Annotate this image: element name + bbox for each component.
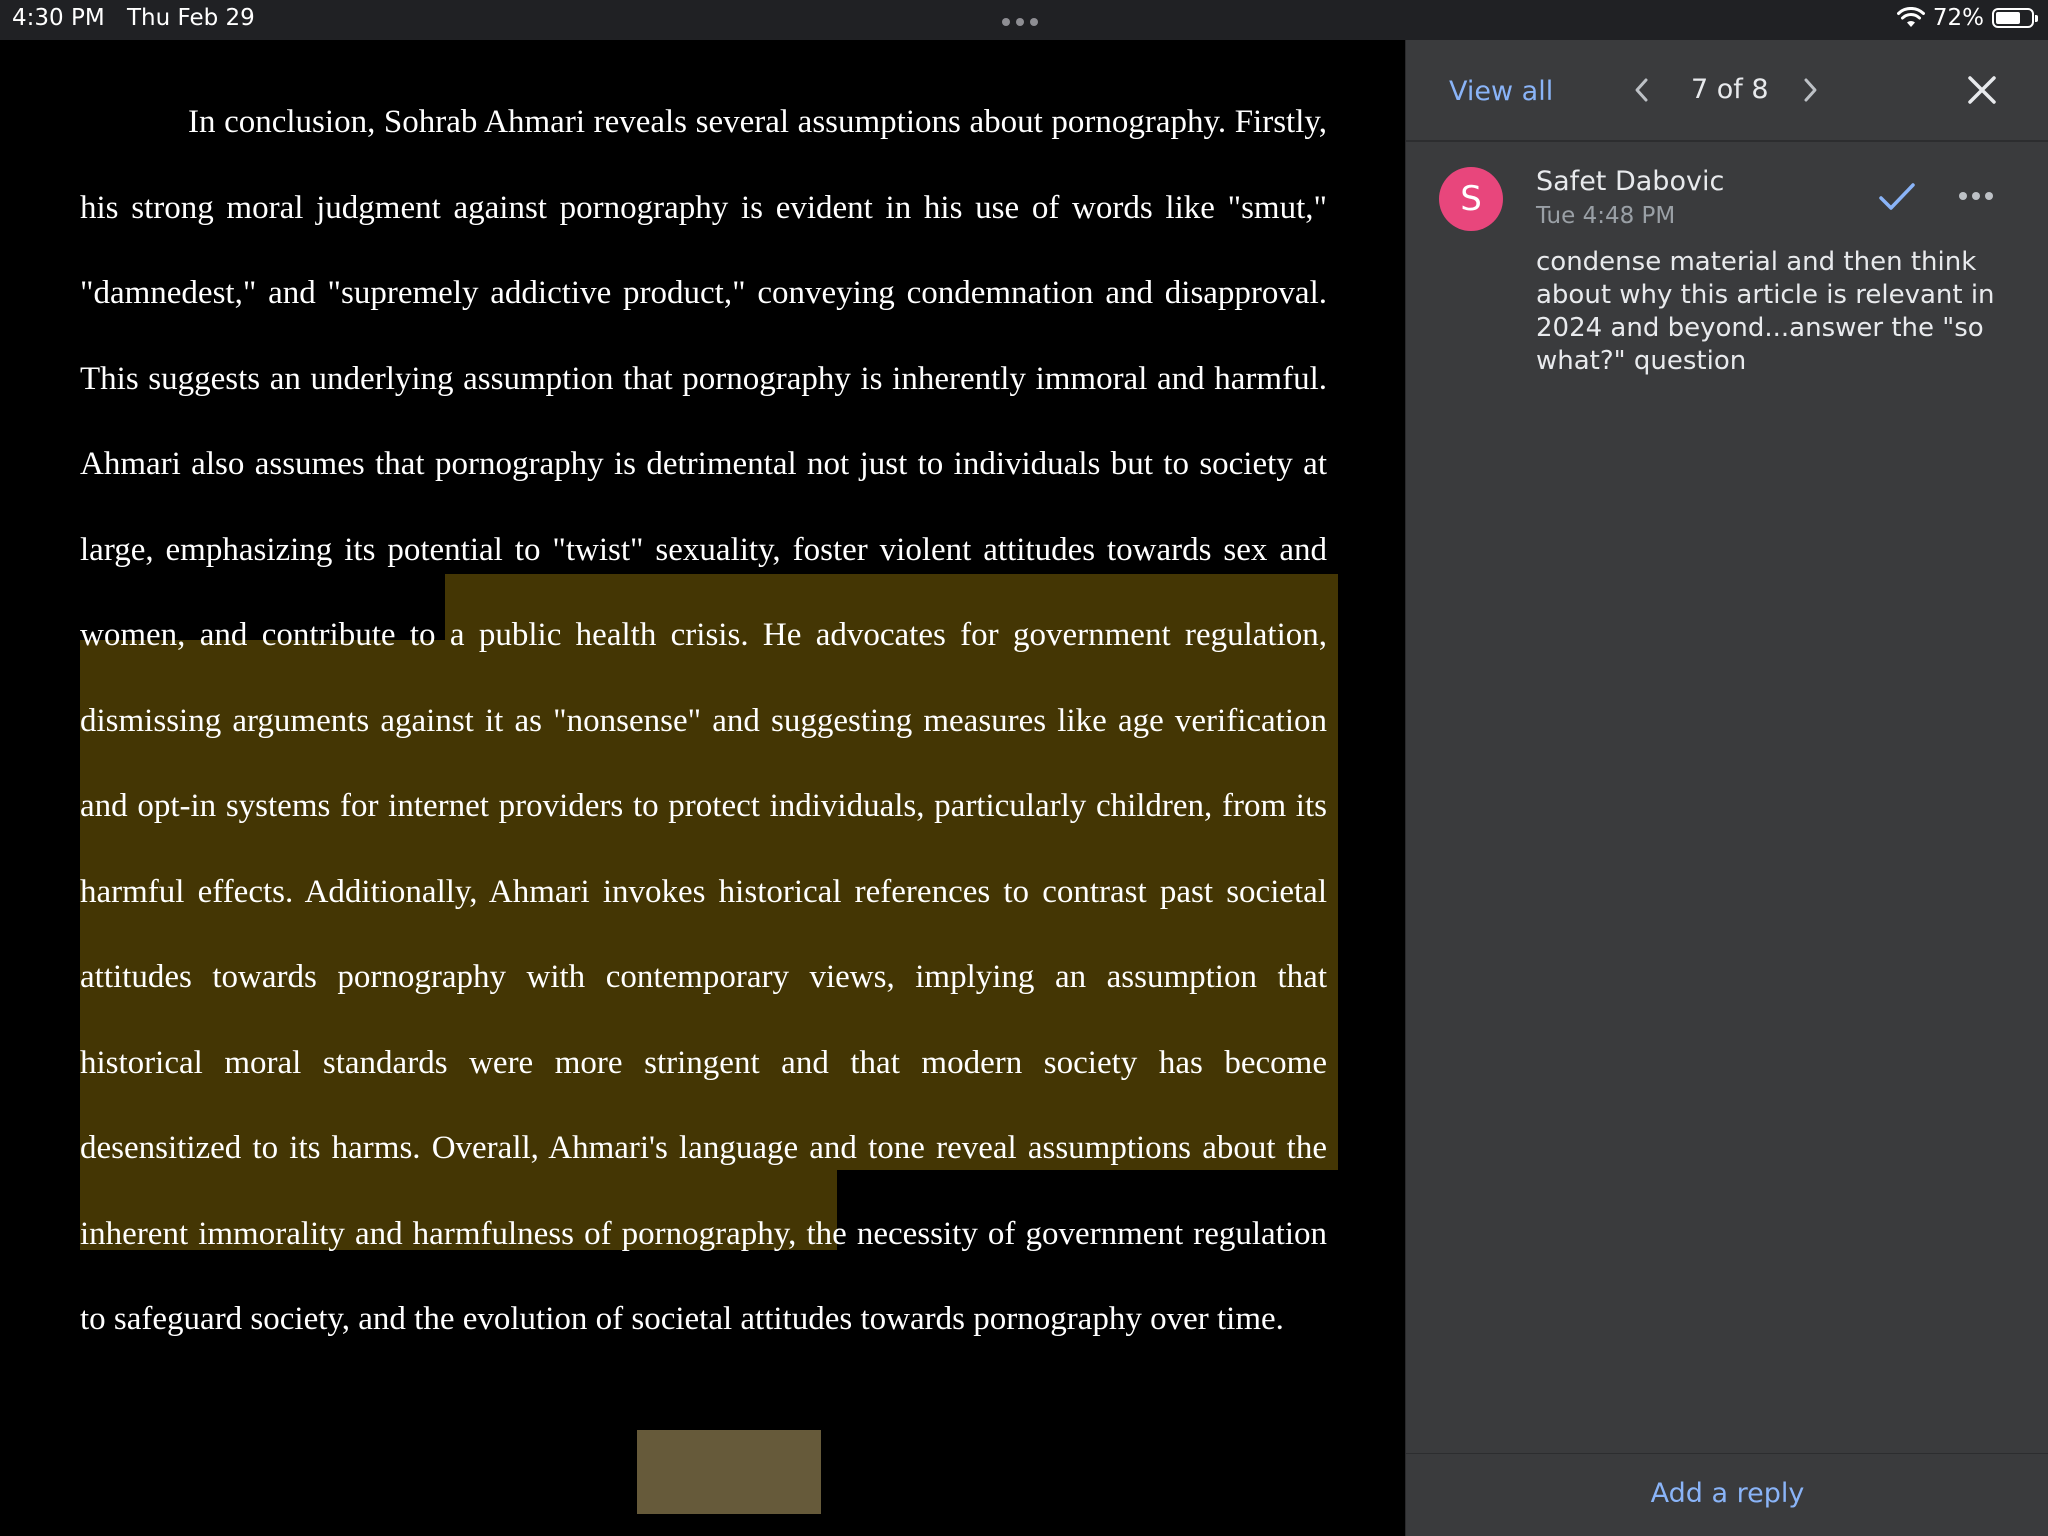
add-reply-button[interactable]: Add a reply: [1650, 1478, 1805, 1509]
avatar: S: [1439, 167, 1503, 231]
battery-percent: 72%: [1932, 5, 1984, 31]
comment-panel-header: [1406, 40, 2048, 142]
highlighted-text[interactable]: xuality, foster violent attitudes towards sex and women, and contribute to a public health crisis. He advocates for government regulation, dismissing arguments against it as "nonsense" and suggesting measures like age verification and opt-in systems for internet providers to protect individuals, particularly children, from its harmful effects. Additionally, Ahmari invokes historical references to contrast past societal attitudes towards pornography with contemporary views, implying an assumption that historical moral standards were more stringent and that modern society has become desensitized: [80, 531, 1327, 1166]
document-page[interactable]: [0, 40, 1405, 1536]
comment-author: Safet Dabovic: [1536, 166, 1725, 197]
comment-timestamp: Tue 4:48 PM: [1536, 203, 1676, 229]
status-bar: [0, 0, 2048, 40]
more-horizontal-icon[interactable]: [1959, 192, 1993, 200]
status-indicators: [1897, 5, 2034, 31]
status-date: Thu Feb 29: [127, 5, 255, 31]
text-segment: In conclusion, Sohrab Ahmari reveals several assumptions about pornography. Firstly, his strong moral judgment against pornography is evident in his use of words like "smut," "damnedest," and "supremely addictive product," conveying condemnation and disapproval. This suggests an underlying assumption that pornography is inherently immoral and harmful. Ahmari also assumes that pornography is detrimental not just to individuals but to society at large, emphasizing its potential to "twist" se: [80, 104, 1327, 568]
status-time: 4:30 PM: [12, 5, 105, 31]
selected-highlight[interactable]: [637, 1430, 821, 1514]
checkmark-icon[interactable]: [1877, 180, 1917, 214]
multitasking-dots-icon[interactable]: [1002, 18, 1038, 26]
battery-icon: [1992, 8, 2034, 28]
comment-panel: [1405, 40, 2048, 1536]
close-icon[interactable]: [1966, 74, 1998, 106]
battery-fill: [1996, 12, 2020, 24]
comment-counter: 7 of 8: [1691, 74, 1769, 105]
highlighted-word[interactable]: pornography: [973, 1301, 1142, 1337]
chevron-right-icon[interactable]: [1798, 74, 1822, 106]
chevron-left-icon[interactable]: [1630, 74, 1654, 106]
comment-body: condense material and then think about why this article is relevant in 2024 and beyond...answer the "so what?" question: [1536, 247, 1995, 376]
comment-panel-footer: [1406, 1453, 2048, 1536]
text-segment: over time.: [1141, 1301, 1284, 1337]
view-all-button[interactable]: View all: [1449, 76, 1554, 107]
document-paragraph: [80, 80, 1327, 1363]
wifi-icon: [1897, 7, 1925, 29]
text-segment: to its harms. Overall, Ahmari's language and tone reveal assumptions about the inherent immorality and harmfulness of pornography, the necessity of government regulation to safeguard society, and the evolution of societal attitudes towards: [80, 1130, 1327, 1337]
